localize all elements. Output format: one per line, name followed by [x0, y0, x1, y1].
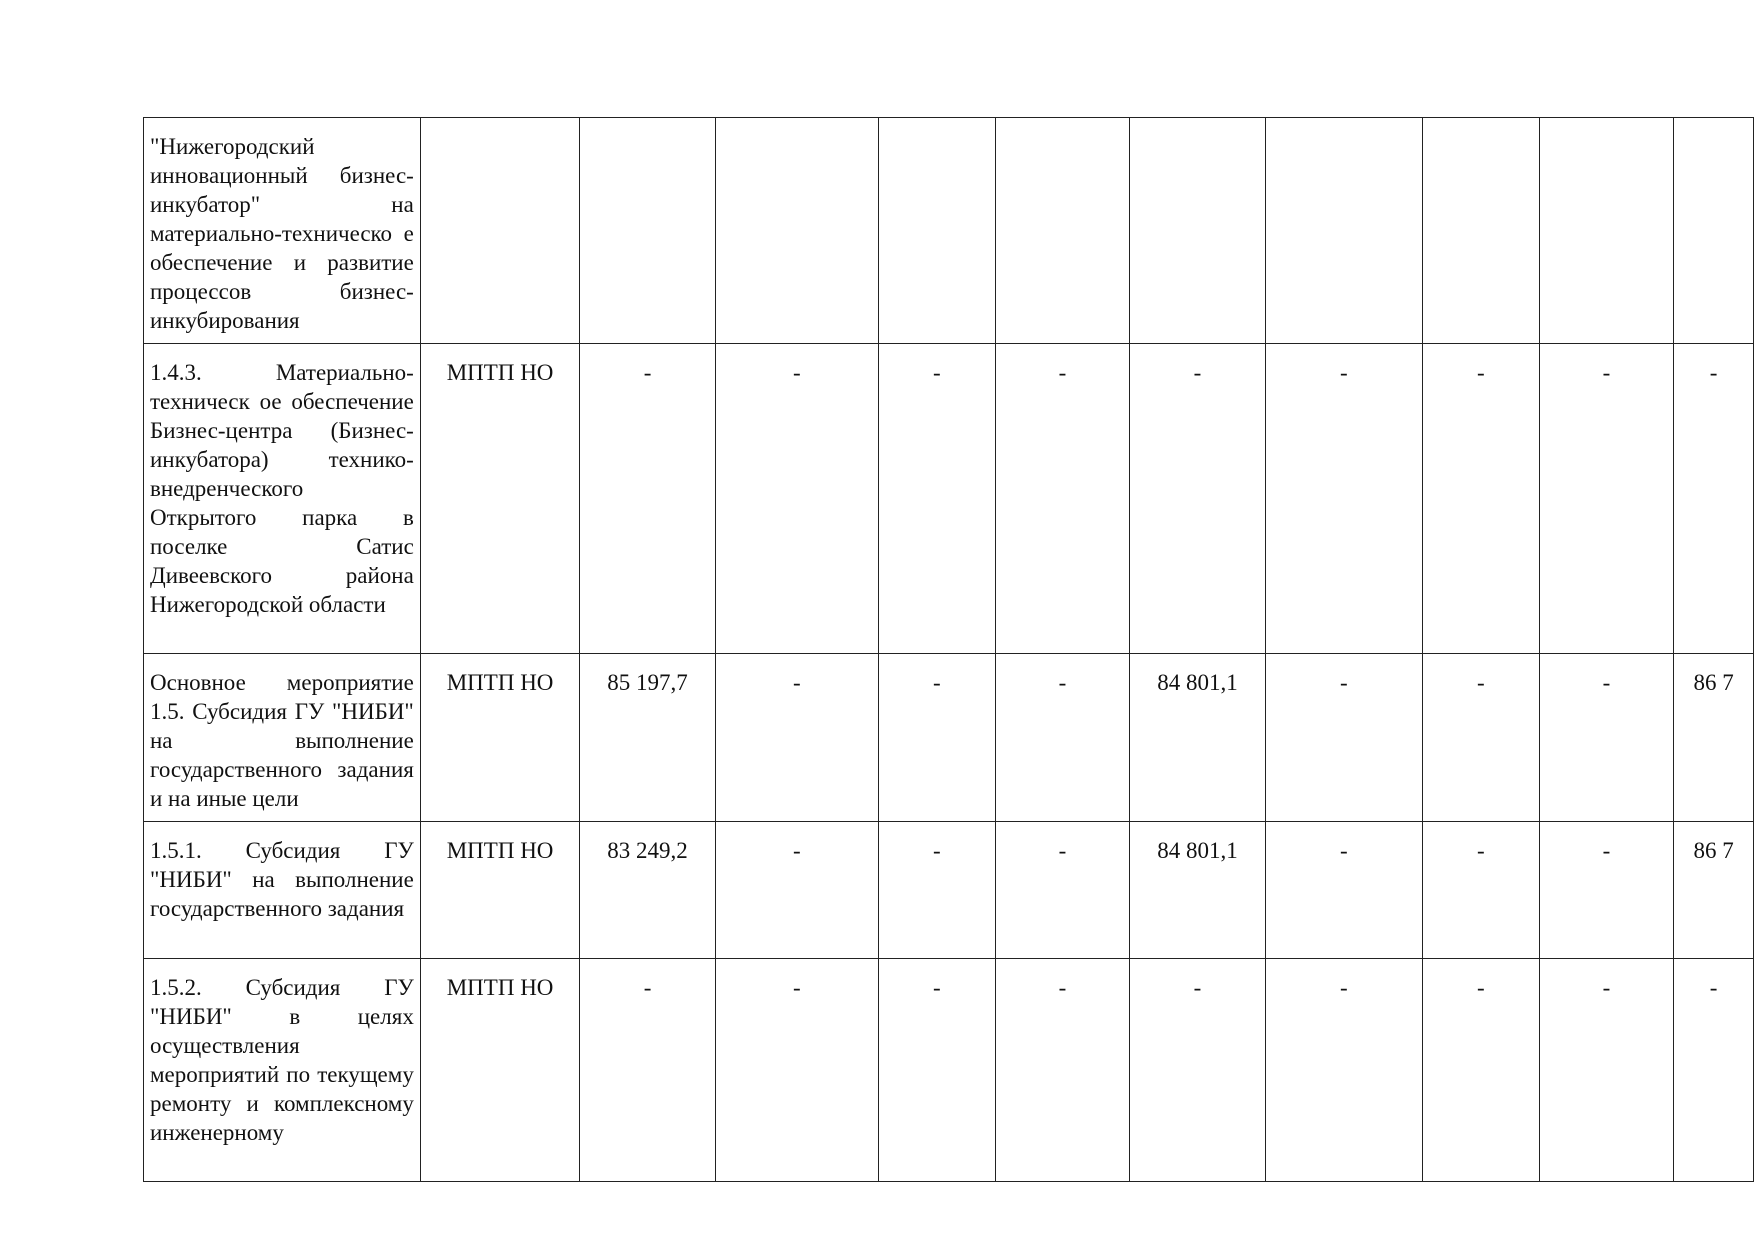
activity-name-cell: 1.5.1. Субсидия ГУ "НИБИ" на выполнение государственного задания: [144, 822, 421, 959]
executor-cell: [420, 118, 579, 344]
table-row: [144, 959, 1754, 1182]
value-cell: [1422, 118, 1539, 344]
value-cell: -: [1422, 344, 1539, 654]
value-cell: [1130, 118, 1265, 344]
value-cell: -: [995, 344, 1130, 654]
value-cell: -: [1539, 654, 1674, 822]
value-cell: -: [1674, 344, 1754, 654]
value-cell: -: [715, 959, 878, 1182]
value-cell: [715, 118, 878, 344]
value-cell: -: [1265, 959, 1422, 1182]
value-cell: [1674, 118, 1754, 344]
activity-name-cell: Основное мероприятие 1.5. Субсидия ГУ "НИБИ" на выполнение государственного задания и на иные цели: [144, 654, 421, 822]
value-cell: -: [1265, 822, 1422, 959]
value-cell: -: [715, 344, 878, 654]
value-cell: -: [878, 344, 995, 654]
value-cell: [580, 118, 715, 344]
value-cell: -: [1130, 959, 1265, 1182]
value-cell: [995, 118, 1130, 344]
value-cell: -: [1130, 344, 1265, 654]
value-cell: [1539, 118, 1674, 344]
value-cell: -: [1539, 822, 1674, 959]
activity-name-cell: 1.5.2. Субсидия ГУ "НИБИ" в целях осуществления мероприятий по текущему ремонту и комплексному инженерному: [144, 959, 421, 1182]
value-cell: 85 197,7: [580, 654, 715, 822]
value-cell: -: [1265, 344, 1422, 654]
table-row: [144, 118, 1754, 344]
value-cell: -: [1539, 344, 1674, 654]
value-cell: -: [878, 654, 995, 822]
value-cell: -: [1422, 654, 1539, 822]
value-cell: -: [1674, 959, 1754, 1182]
value-cell: -: [1422, 959, 1539, 1182]
executor-cell: МПТП НО: [420, 959, 579, 1182]
value-cell: -: [995, 822, 1130, 959]
value-cell: 86 7: [1674, 822, 1754, 959]
value-cell: -: [715, 654, 878, 822]
value-cell: [878, 118, 995, 344]
value-cell: -: [715, 822, 878, 959]
executor-cell: МПТП НО: [420, 344, 579, 654]
value-cell: -: [580, 344, 715, 654]
activity-name-cell: 1.4.3. Материально-техническ ое обеспечение Бизнес-центра (Бизнес-инкубатора) технико-внедренческого Открытого парка в поселке Сатис Дивеевского района Нижегородской области: [144, 344, 421, 654]
value-cell: -: [995, 654, 1130, 822]
value-cell: 84 801,1: [1130, 654, 1265, 822]
value-cell: -: [1265, 654, 1422, 822]
value-cell: 86 7: [1674, 654, 1754, 822]
value-cell: -: [878, 822, 995, 959]
executor-cell: МПТП НО: [420, 654, 579, 822]
table-row: [144, 654, 1754, 822]
value-cell: -: [580, 959, 715, 1182]
value-cell: [1265, 118, 1422, 344]
value-cell: -: [878, 959, 995, 1182]
value-cell: -: [995, 959, 1130, 1182]
value-cell: 84 801,1: [1130, 822, 1265, 959]
budget-table: [143, 117, 1754, 1182]
table-row: [144, 822, 1754, 959]
executor-cell: МПТП НО: [420, 822, 579, 959]
value-cell: -: [1422, 822, 1539, 959]
value-cell: 83 249,2: [580, 822, 715, 959]
value-cell: -: [1539, 959, 1674, 1182]
activity-name-cell: "Нижегородский инновационный бизнес-инкубатор" на материально-техническо е обеспечение и развитие процессов бизнес-инкубирования: [144, 118, 421, 344]
table-row: [144, 344, 1754, 654]
